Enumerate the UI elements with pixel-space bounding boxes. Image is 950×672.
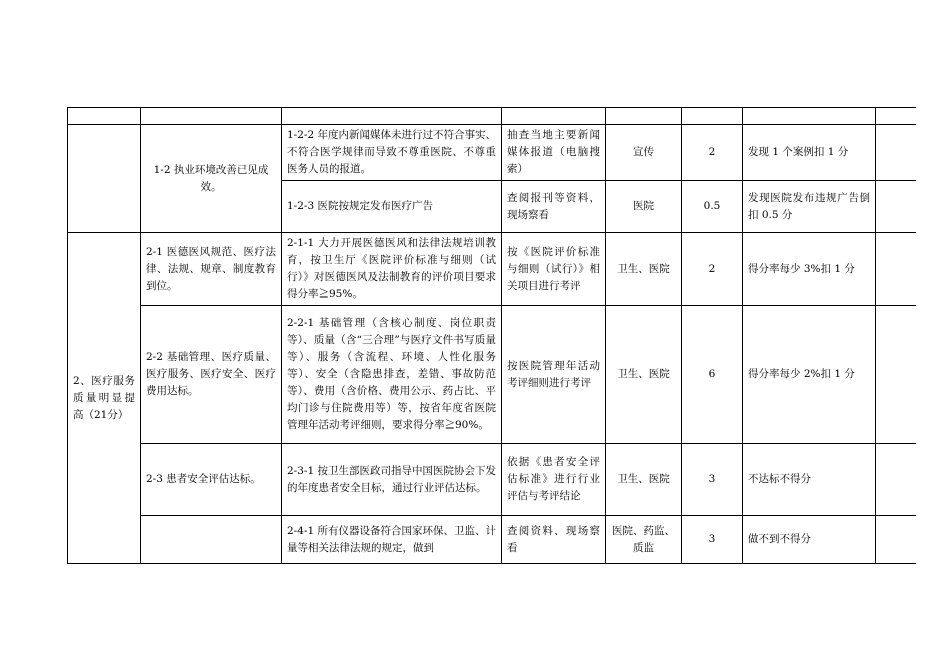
standard-cell: 1-2-3 医院按规定发布医疗广告 bbox=[282, 181, 502, 233]
remark-cell bbox=[876, 233, 916, 306]
table-row bbox=[68, 233, 916, 306]
deduction-cell: 做不到不得分 bbox=[743, 516, 876, 564]
score-cell: 0.5 bbox=[682, 181, 743, 233]
method-cell: 查阅资料、现场察看 bbox=[502, 516, 606, 564]
remark-cell bbox=[876, 306, 916, 444]
item-cell: 1-2 执业环境改善已见成效。 bbox=[141, 125, 282, 233]
category-cell-empty bbox=[68, 125, 141, 233]
deduction-cell: 得分率每少 3%扣 1 分 bbox=[743, 233, 876, 306]
score-cell: 6 bbox=[682, 306, 743, 444]
table-row bbox=[68, 516, 916, 564]
method-cell: 依据《患者安全评估标准》进行行业评估与考评结论 bbox=[502, 444, 606, 516]
standard-cell: 2-3-1 按卫生部医政司指导中国医院协会下发的年度患者安全目标，通过行业评估达标。 bbox=[282, 444, 502, 516]
method-cell: 抽查当地主要新闻媒体报道（电脑搜索） bbox=[502, 125, 606, 181]
item-cell: 2-1 医德医风规范、医疗法律、法规、规章、制度教育到位。 bbox=[141, 233, 282, 306]
remark-cell bbox=[876, 516, 916, 564]
remark-cell bbox=[876, 125, 916, 181]
item-cell: 2-3 患者安全评估达标。 bbox=[141, 444, 282, 516]
standard-cell: 2-2-1 基础管理（含核心制度、岗位职责等）、质量（含“三合理”与医疗文件书写质量等）、服务（含流程、环境、人性化服务等）、安全（含隐患排查，差错、事故防范等）、费用（含价格、费用公示、药占比、平均门诊与住院费用等）等，按省年度省医院管理年活动考评细则，要求得分率≧90%。 bbox=[282, 306, 502, 444]
score-cell: 2 bbox=[682, 125, 743, 181]
standard-cell: 2-1-1 大力开展医德医风和法律法规培训教育，按卫生厅《医院评价标准与细则（试行）》对医德医风及法制教育的评价项目要求得分率≧95%。 bbox=[282, 233, 502, 306]
score-cell: 3 bbox=[682, 444, 743, 516]
deduction-cell: 得分率每少 2%扣 1 分 bbox=[743, 306, 876, 444]
responsible-cell: 卫生、医院 bbox=[606, 306, 682, 444]
deduction-cell: 发现医院发布违规广告倒扣 0.5 分 bbox=[743, 181, 876, 233]
standard-cell: 1-2-2 年度内新闻媒体未进行过不符合事实、不符合医学规律而导致不尊重医院、不尊重医务人员的报道。 bbox=[282, 125, 502, 181]
remark-cell bbox=[876, 181, 916, 233]
table-row bbox=[68, 125, 916, 181]
item-cell: 2-2 基础管理、医疗质量、医疗服务、医疗安全、医疗费用达标。 bbox=[141, 306, 282, 444]
responsible-cell: 医院、药监、质监 bbox=[606, 516, 682, 564]
method-cell: 按医院管理年活动考评细则进行考评 bbox=[502, 306, 606, 444]
table-row bbox=[68, 444, 916, 516]
score-cell: 3 bbox=[682, 516, 743, 564]
table-row bbox=[68, 306, 916, 444]
method-cell: 按《医院评价标准与细则（试行）》相关项目进行考评 bbox=[502, 233, 606, 306]
responsible-cell: 医院 bbox=[606, 181, 682, 233]
standard-cell: 2-4-1 所有仪器设备符合国家环保、卫监、计量等相关法律法规的规定，做到 bbox=[282, 516, 502, 564]
responsible-cell: 卫生、医院 bbox=[606, 444, 682, 516]
deduction-cell: 发现 1 个案例扣 1 分 bbox=[743, 125, 876, 181]
score-cell: 2 bbox=[682, 233, 743, 306]
remark-cell bbox=[876, 444, 916, 516]
category-cell: 2、医疗服务质量明显提高（21分） bbox=[68, 233, 141, 564]
responsible-cell: 卫生、医院 bbox=[606, 233, 682, 306]
evaluation-table bbox=[67, 107, 916, 564]
responsible-cell: 宣传 bbox=[606, 125, 682, 181]
item-cell bbox=[141, 516, 282, 564]
method-cell: 查阅报刊等资料，现场察看 bbox=[502, 181, 606, 233]
deduction-cell: 不达标不得分 bbox=[743, 444, 876, 516]
table-header-blank-row bbox=[68, 108, 916, 125]
